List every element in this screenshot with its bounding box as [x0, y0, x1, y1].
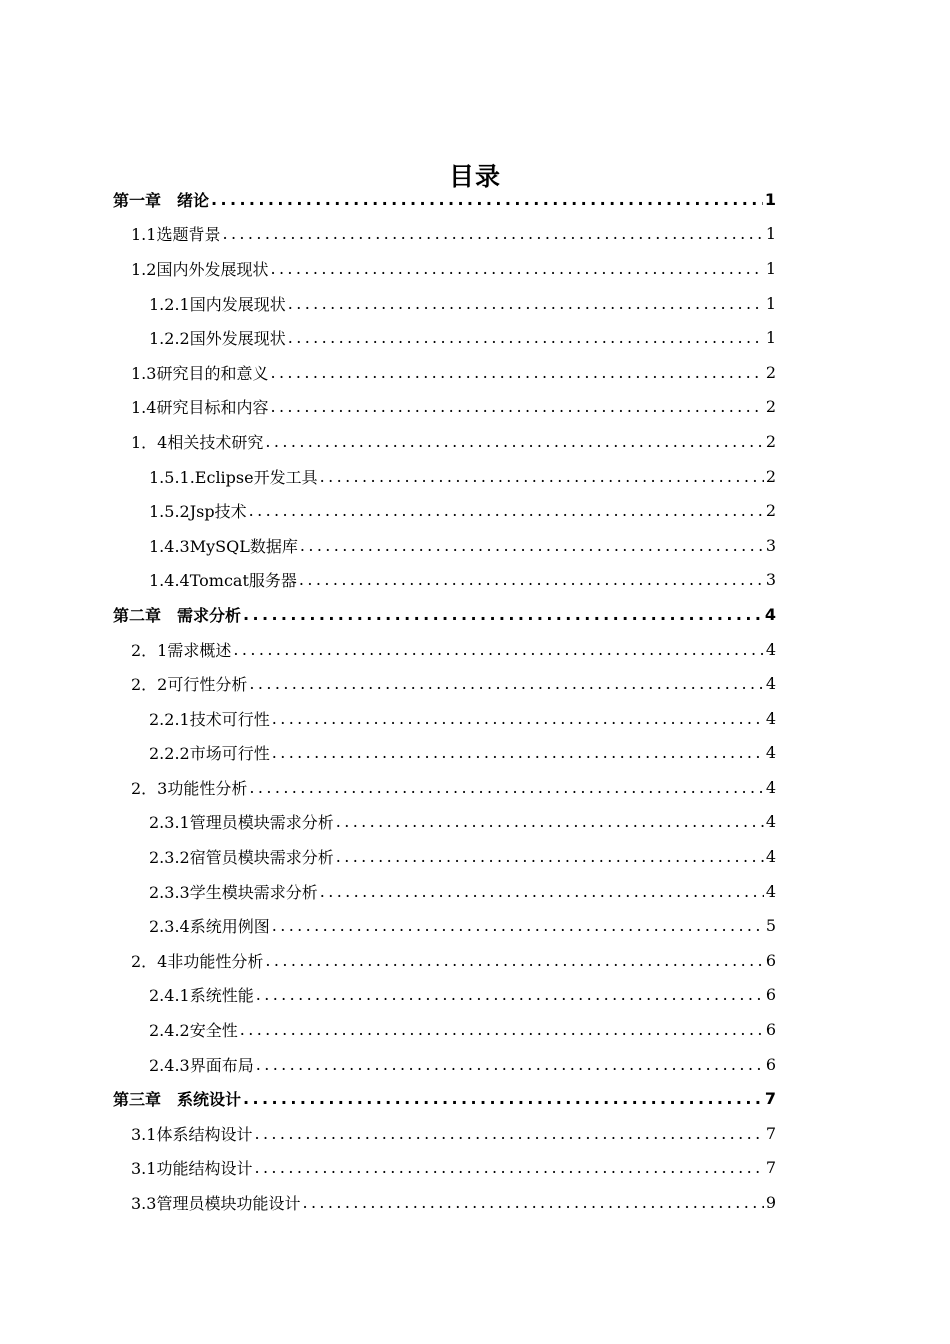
toc-entry[interactable]: [0, 563, 950, 598]
toc-entry-label: 2.4.2安全性: [149, 1021, 238, 1041]
toc-entry-page-number: 2: [765, 397, 776, 417]
toc-entry-page-number: 4: [764, 604, 776, 624]
toc-entry[interactable]: [0, 908, 950, 943]
toc-entry[interactable]: [0, 597, 950, 632]
dot-leader: [254, 1158, 763, 1177]
toc-entry-label: 1.5.1.Eclipse开发工具: [149, 467, 318, 487]
toc-entry-label: 2.4.1系统性能: [149, 986, 254, 1006]
toc-entry-page-number: 2: [765, 362, 776, 382]
table-of-contents: [0, 182, 950, 1220]
dot-leader: [249, 674, 763, 693]
toc-entry-label: 3.1功能结构设计: [131, 1159, 253, 1179]
toc-entry-label: 第二章 需求分析: [113, 605, 242, 625]
toc-entry-page-number: 1: [765, 224, 776, 244]
dot-leader: [222, 224, 763, 243]
toc-entry-label: 3.1体系结构设计: [131, 1124, 253, 1144]
toc-entry[interactable]: [0, 1081, 950, 1116]
toc-entry-page-number: 4: [765, 847, 776, 867]
toc-entry-label: 1.4.4Tomcat服务器: [149, 571, 297, 591]
dot-leader: [288, 328, 764, 347]
dot-leader: [336, 847, 764, 866]
dot-leader: [265, 432, 763, 451]
toc-entry-label: 2．2可行性分析: [131, 675, 248, 695]
toc-entry-label: 2.3.4系统用例图: [149, 917, 270, 937]
toc-entry-page-number: 4: [765, 881, 776, 901]
toc-entry[interactable]: [0, 943, 950, 978]
toc-entry-label: 2．3功能性分析: [131, 778, 248, 798]
toc-entry-page-number: 4: [765, 812, 776, 832]
toc-entry-label: 1.2.2国外发展现状: [149, 329, 286, 349]
toc-entry[interactable]: [0, 770, 950, 805]
toc-entry[interactable]: [0, 493, 950, 528]
dot-leader: [254, 1124, 763, 1143]
toc-entry-page-number: 4: [765, 777, 776, 797]
toc-entry[interactable]: [0, 182, 950, 217]
toc-entry-page-number: 1: [765, 293, 776, 313]
dot-leader: [302, 1193, 763, 1212]
toc-entry-page-number: 7: [765, 1158, 776, 1178]
toc-entry-page-number: 1: [764, 189, 776, 209]
toc-entry-label: 1.4研究目标和内容: [131, 398, 269, 418]
toc-entry[interactable]: [0, 528, 950, 563]
toc-entry[interactable]: [0, 736, 950, 771]
toc-entry-label: 2.3.3学生模块需求分析: [149, 882, 318, 902]
dot-leader: [256, 1055, 764, 1074]
toc-entry-label: 3.3管理员模块功能设计: [131, 1194, 301, 1214]
toc-entry-label: 1.4.3MySQL数据库: [149, 536, 298, 556]
toc-title: 目录: [448, 161, 501, 191]
toc-entry-label: 2．1需求概述: [131, 640, 232, 660]
toc-entry-page-number: 5: [765, 916, 776, 936]
toc-entry[interactable]: [0, 978, 950, 1013]
toc-entry-page-number: 4: [765, 743, 776, 763]
toc-entry-page-number: 9: [765, 1193, 776, 1213]
toc-entry-page-number: 7: [765, 1123, 776, 1143]
toc-entry[interactable]: [0, 355, 950, 390]
toc-entry-label: 2.3.2宿管员模块需求分析: [149, 848, 334, 868]
toc-entry-label: 2．4非功能性分析: [131, 951, 264, 971]
toc-entry[interactable]: [0, 320, 950, 355]
toc-entry[interactable]: [0, 1185, 950, 1220]
dot-leader: [272, 709, 764, 728]
toc-entry-page-number: 3: [765, 570, 776, 590]
toc-entry-label: 1.2.1国内发展现状: [149, 294, 286, 314]
toc-entry-page-number: 4: [765, 674, 776, 694]
toc-entry-label: 2.2.1技术可行性: [149, 709, 270, 729]
dot-leader: [233, 640, 763, 659]
toc-entry-label: 2.4.3界面布局: [149, 1055, 254, 1075]
toc-entry[interactable]: [0, 1151, 950, 1186]
dot-leader: [249, 501, 764, 520]
toc-entry[interactable]: [0, 217, 950, 252]
toc-entry-page-number: 1: [765, 328, 776, 348]
toc-entry-page-number: 2: [765, 431, 776, 451]
toc-entry[interactable]: [0, 390, 950, 425]
toc-entry[interactable]: [0, 839, 950, 874]
toc-entry-label: 1.3研究目的和意义: [131, 363, 269, 383]
toc-entry-page-number: 1: [765, 258, 776, 278]
toc-entry-label: 2.2.2市场可行性: [149, 744, 270, 764]
dot-leader: [336, 812, 764, 831]
toc-entry[interactable]: [0, 874, 950, 909]
toc-entry[interactable]: [0, 1047, 950, 1082]
dot-leader: [249, 778, 763, 797]
toc-entry-label: 1.1选题背景: [131, 225, 221, 245]
dot-leader: [240, 1020, 764, 1039]
dot-leader: [265, 951, 763, 970]
dot-leader: [270, 363, 763, 382]
dot-leader: [320, 467, 764, 486]
toc-entry-page-number: 6: [765, 1054, 776, 1074]
dot-leader: [243, 605, 763, 624]
dot-leader: [243, 1089, 763, 1108]
toc-entry-label: 第三章 系统设计: [113, 1090, 242, 1110]
toc-entry-label: 1.5.2Jsp技术: [149, 502, 247, 522]
toc-entry-page-number: 6: [765, 985, 776, 1005]
toc-entry[interactable]: [0, 1116, 950, 1151]
toc-entry-page-number: 2: [765, 466, 776, 486]
toc-entry-page-number: 3: [765, 535, 776, 555]
toc-entry[interactable]: [0, 666, 950, 701]
toc-entry-label: 第一章 绪论: [113, 190, 210, 210]
dot-leader: [256, 985, 764, 1004]
dot-leader: [270, 397, 763, 416]
dot-leader: [288, 294, 764, 313]
dot-leader: [272, 743, 764, 762]
toc-entry-page-number: 6: [765, 950, 776, 970]
toc-entry[interactable]: [0, 632, 950, 667]
toc-entry[interactable]: [0, 805, 950, 840]
toc-entry[interactable]: [0, 251, 950, 286]
toc-entry[interactable]: [0, 701, 950, 736]
dot-leader: [320, 882, 764, 901]
dot-leader: [272, 916, 764, 935]
toc-entry-page-number: 6: [765, 1020, 776, 1040]
toc-entry[interactable]: [0, 1012, 950, 1047]
toc-entry-label: 1．4相关技术研究: [131, 432, 264, 452]
toc-entry[interactable]: [0, 286, 950, 321]
dot-leader: [300, 536, 764, 555]
toc-entry-label: 2.3.1管理员模块需求分析: [149, 813, 334, 833]
dot-leader: [211, 190, 763, 209]
toc-entry-page-number: 2: [765, 501, 776, 521]
toc-entry-page-number: 7: [764, 1089, 776, 1109]
toc-entry-page-number: 4: [765, 639, 776, 659]
toc-entry-page-number: 4: [765, 708, 776, 728]
toc-entry[interactable]: [0, 459, 950, 494]
toc-entry-label: 1.2国内外发展现状: [131, 259, 269, 279]
toc-entry[interactable]: [0, 424, 950, 459]
dot-leader: [299, 570, 764, 589]
dot-leader: [270, 259, 763, 278]
